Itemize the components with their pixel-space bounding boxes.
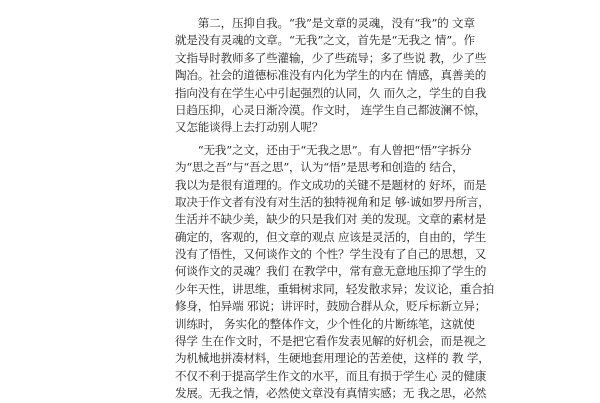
text-line: 日趋压抑，心灵日渐冷漠。作文时， 连学生自己都波澜不惊， (175, 102, 487, 117)
text-line: 取决于作文者有没有对生活的独特视角和足 够·诚如罗丹所言， (175, 194, 490, 209)
text-line: 没有了悟性，又何谈作文的 个性？学生没有了自己的思想，又 (175, 247, 487, 262)
text-line: 就是没有灵魂的文章。“无我”之文，首先是“无我之 情”。作 (175, 33, 475, 48)
text-line: 确定的，客观的，但文章的观点 应该是灵活的，自由的，学生 (175, 229, 487, 244)
paragraph-1 (175, 15, 487, 137)
text-line: 少年天性，讲思维，重辑树求同，轻发散求异；发议论，重合拍 (175, 281, 495, 296)
text-line: 文指导时教师多了些灌输，少了些疏导；多了些说 教，少了些 (175, 50, 487, 65)
text-line: 得学 生在作文时，不是把它看作发表见解的好机会，而是视之 (175, 334, 487, 349)
text-line: 修身，怕异端 邪说；讲评时，鼓励合群从众，贬斥标新立异； (175, 299, 487, 314)
text-line: 不仅不利于提高学生作文的水平，而且有损于学生心 灵的健康 (175, 368, 487, 383)
text-line: “无我”之文，还由于“无我之思”。有人曾把“悟”字拆分 (175, 142, 472, 157)
text-line: 陶冶。社会的道德标准没有内化为学生的内在 情感，真善美的 (175, 68, 487, 83)
text-line: 训练时， 务实化的整体作文，少个性化的片断练笔，这就使 (175, 316, 475, 331)
text-line: 第二，压抑自我。“我”是文章的灵魂，没有“我”的 文章 (175, 16, 475, 30)
text-line: 发展。无我之情，必然使文章没有真情实感；无 我之思，必然 (175, 386, 487, 401)
text-line: 生活并不缺少美，缺少的只是我们对 美的发现。文章的素材是 (175, 212, 487, 227)
text-column (175, 15, 495, 403)
paragraph-2 (175, 142, 495, 403)
text-line: 指向没有在学生心中引起强烈的认同，久 而久之，学生的自我 (175, 85, 487, 100)
text-line: 为“思之吾”与“吾之思”，认为“悟”是思考和创造的 结合， (175, 160, 464, 175)
text-line: 又怎能谈得上去打动别人呢？ (175, 120, 324, 135)
text-line: 为机械地拼凑材料，生硬地套用理论的苦差使，这样的 教 学， (175, 351, 490, 366)
text-line: 我以为是很有道理的。作文成功的关键不是题材的 好坏，而是 (175, 177, 487, 192)
text-line: 何谈作文的灵魂？我们 在教学中，常有意无意地压抑了学生的 (175, 264, 487, 279)
